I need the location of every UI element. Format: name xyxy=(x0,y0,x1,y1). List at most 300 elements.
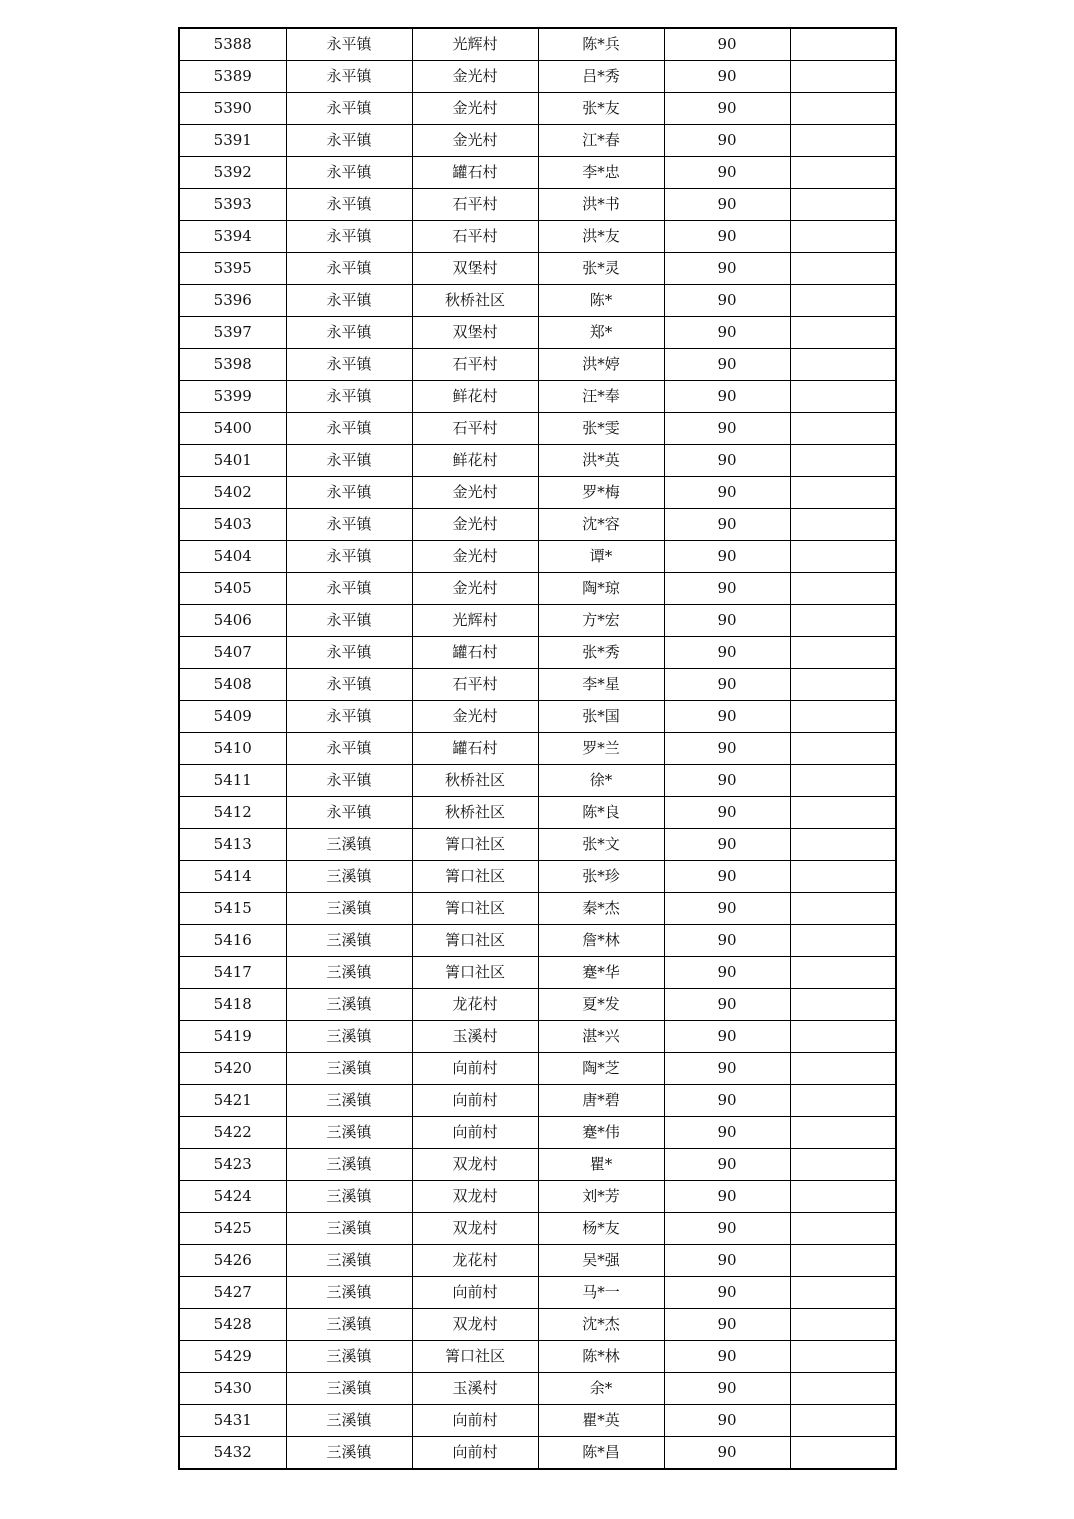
cell-remark xyxy=(790,701,896,733)
cell-amount: 90 xyxy=(664,541,790,573)
cell-person-name: 谭* xyxy=(538,541,664,573)
data-table xyxy=(178,27,897,1470)
cell-person-name: 沈*容 xyxy=(538,509,664,541)
cell-remark xyxy=(790,957,896,989)
cell-serial-number: 5410 xyxy=(179,733,286,765)
cell-person-name: 张*秀 xyxy=(538,637,664,669)
cell-amount: 90 xyxy=(664,733,790,765)
cell-person-name: 马*一 xyxy=(538,1277,664,1309)
cell-town: 永平镇 xyxy=(286,381,412,413)
cell-town: 永平镇 xyxy=(286,509,412,541)
cell-remark xyxy=(790,445,896,477)
cell-serial-number: 5425 xyxy=(179,1213,286,1245)
table-row xyxy=(179,381,896,413)
cell-person-name: 陈*林 xyxy=(538,1341,664,1373)
cell-town: 永平镇 xyxy=(286,637,412,669)
cell-serial-number: 5421 xyxy=(179,1085,286,1117)
cell-amount: 90 xyxy=(664,637,790,669)
cell-village: 金光村 xyxy=(412,701,538,733)
table-row xyxy=(179,189,896,221)
cell-remark xyxy=(790,381,896,413)
cell-amount: 90 xyxy=(664,989,790,1021)
cell-town: 三溪镇 xyxy=(286,1149,412,1181)
cell-amount: 90 xyxy=(664,1277,790,1309)
cell-person-name: 罗*梅 xyxy=(538,477,664,509)
table-row xyxy=(179,1149,896,1181)
cell-person-name: 沈*杰 xyxy=(538,1309,664,1341)
table-row xyxy=(179,637,896,669)
cell-serial-number: 5402 xyxy=(179,477,286,509)
cell-serial-number: 5415 xyxy=(179,893,286,925)
cell-person-name: 杨*友 xyxy=(538,1213,664,1245)
cell-amount: 90 xyxy=(664,1245,790,1277)
cell-person-name: 陶*芝 xyxy=(538,1053,664,1085)
cell-village: 石平村 xyxy=(412,221,538,253)
cell-amount: 90 xyxy=(664,1181,790,1213)
cell-amount: 90 xyxy=(664,573,790,605)
cell-amount: 90 xyxy=(664,285,790,317)
cell-serial-number: 5413 xyxy=(179,829,286,861)
cell-village: 双龙村 xyxy=(412,1213,538,1245)
cell-town: 永平镇 xyxy=(286,701,412,733)
table-row xyxy=(179,157,896,189)
cell-person-name: 方*宏 xyxy=(538,605,664,637)
cell-amount: 90 xyxy=(664,477,790,509)
cell-amount: 90 xyxy=(664,605,790,637)
table-row xyxy=(179,61,896,93)
cell-serial-number: 5400 xyxy=(179,413,286,445)
cell-amount: 90 xyxy=(664,861,790,893)
cell-town: 三溪镇 xyxy=(286,957,412,989)
cell-serial-number: 5412 xyxy=(179,797,286,829)
table-row xyxy=(179,925,896,957)
cell-village: 秋桥社区 xyxy=(412,797,538,829)
cell-remark xyxy=(790,253,896,285)
cell-remark xyxy=(790,61,896,93)
cell-town: 永平镇 xyxy=(286,125,412,157)
cell-village: 双堡村 xyxy=(412,253,538,285)
cell-town: 永平镇 xyxy=(286,253,412,285)
cell-amount: 90 xyxy=(664,893,790,925)
cell-remark xyxy=(790,1341,896,1373)
cell-village: 光辉村 xyxy=(412,28,538,61)
cell-town: 永平镇 xyxy=(286,573,412,605)
cell-town: 三溪镇 xyxy=(286,1245,412,1277)
cell-town: 三溪镇 xyxy=(286,1309,412,1341)
cell-town: 三溪镇 xyxy=(286,893,412,925)
cell-village: 秋桥社区 xyxy=(412,285,538,317)
cell-remark xyxy=(790,28,896,61)
cell-town: 三溪镇 xyxy=(286,1373,412,1405)
cell-amount: 90 xyxy=(664,765,790,797)
cell-person-name: 瞿*英 xyxy=(538,1405,664,1437)
cell-town: 三溪镇 xyxy=(286,829,412,861)
cell-person-name: 唐*碧 xyxy=(538,1085,664,1117)
cell-remark xyxy=(790,1053,896,1085)
cell-amount: 90 xyxy=(664,1053,790,1085)
cell-remark xyxy=(790,93,896,125)
cell-village: 龙花村 xyxy=(412,989,538,1021)
cell-remark xyxy=(790,733,896,765)
cell-serial-number: 5411 xyxy=(179,765,286,797)
cell-remark xyxy=(790,925,896,957)
table-row xyxy=(179,509,896,541)
cell-village: 石平村 xyxy=(412,669,538,701)
cell-serial-number: 5419 xyxy=(179,1021,286,1053)
table-row xyxy=(179,1181,896,1213)
cell-town: 永平镇 xyxy=(286,765,412,797)
table-row xyxy=(179,1053,896,1085)
cell-person-name: 吴*强 xyxy=(538,1245,664,1277)
cell-remark xyxy=(790,1405,896,1437)
cell-village: 罐石村 xyxy=(412,637,538,669)
cell-remark xyxy=(790,1021,896,1053)
cell-serial-number: 5409 xyxy=(179,701,286,733)
table-row xyxy=(179,797,896,829)
cell-remark xyxy=(790,125,896,157)
cell-amount: 90 xyxy=(664,829,790,861)
cell-amount: 90 xyxy=(664,28,790,61)
table-row xyxy=(179,669,896,701)
cell-serial-number: 5390 xyxy=(179,93,286,125)
cell-village: 金光村 xyxy=(412,61,538,93)
cell-person-name: 李*星 xyxy=(538,669,664,701)
cell-village: 玉溪村 xyxy=(412,1373,538,1405)
cell-serial-number: 5417 xyxy=(179,957,286,989)
table-row xyxy=(179,733,896,765)
cell-remark xyxy=(790,1181,896,1213)
cell-amount: 90 xyxy=(664,1117,790,1149)
cell-amount: 90 xyxy=(664,1213,790,1245)
cell-remark xyxy=(790,1245,896,1277)
cell-amount: 90 xyxy=(664,445,790,477)
cell-remark xyxy=(790,1277,896,1309)
cell-remark xyxy=(790,765,896,797)
cell-serial-number: 5428 xyxy=(179,1309,286,1341)
cell-remark xyxy=(790,477,896,509)
cell-person-name: 秦*杰 xyxy=(538,893,664,925)
cell-village: 箐口社区 xyxy=(412,893,538,925)
cell-village: 箐口社区 xyxy=(412,957,538,989)
cell-person-name: 张*灵 xyxy=(538,253,664,285)
table-row xyxy=(179,957,896,989)
table-row xyxy=(179,829,896,861)
cell-serial-number: 5432 xyxy=(179,1437,286,1470)
cell-amount: 90 xyxy=(664,1309,790,1341)
cell-amount: 90 xyxy=(664,1373,790,1405)
cell-town: 永平镇 xyxy=(286,221,412,253)
cell-amount: 90 xyxy=(664,381,790,413)
cell-person-name: 刘*芳 xyxy=(538,1181,664,1213)
cell-town: 永平镇 xyxy=(286,797,412,829)
cell-person-name: 郑* xyxy=(538,317,664,349)
table-row xyxy=(179,541,896,573)
cell-person-name: 洪*友 xyxy=(538,221,664,253)
cell-village: 玉溪村 xyxy=(412,1021,538,1053)
cell-village: 石平村 xyxy=(412,413,538,445)
cell-village: 双龙村 xyxy=(412,1181,538,1213)
cell-village: 向前村 xyxy=(412,1053,538,1085)
cell-town: 三溪镇 xyxy=(286,1085,412,1117)
table-row xyxy=(179,1021,896,1053)
table-row xyxy=(179,1373,896,1405)
cell-serial-number: 5426 xyxy=(179,1245,286,1277)
cell-village: 金光村 xyxy=(412,509,538,541)
cell-person-name: 陈* xyxy=(538,285,664,317)
cell-village: 向前村 xyxy=(412,1117,538,1149)
cell-serial-number: 5388 xyxy=(179,28,286,61)
cell-remark xyxy=(790,605,896,637)
cell-person-name: 湛*兴 xyxy=(538,1021,664,1053)
cell-town: 永平镇 xyxy=(286,189,412,221)
cell-person-name: 李*忠 xyxy=(538,157,664,189)
cell-person-name: 汪*奉 xyxy=(538,381,664,413)
cell-town: 三溪镇 xyxy=(286,1181,412,1213)
table-row xyxy=(179,1213,896,1245)
cell-serial-number: 5391 xyxy=(179,125,286,157)
cell-village: 箐口社区 xyxy=(412,1341,538,1373)
cell-serial-number: 5418 xyxy=(179,989,286,1021)
cell-person-name: 陈*兵 xyxy=(538,28,664,61)
cell-remark xyxy=(790,221,896,253)
cell-person-name: 徐* xyxy=(538,765,664,797)
cell-serial-number: 5429 xyxy=(179,1341,286,1373)
cell-person-name: 张*珍 xyxy=(538,861,664,893)
cell-serial-number: 5408 xyxy=(179,669,286,701)
cell-serial-number: 5423 xyxy=(179,1149,286,1181)
cell-person-name: 张*国 xyxy=(538,701,664,733)
cell-town: 永平镇 xyxy=(286,605,412,637)
cell-village: 金光村 xyxy=(412,477,538,509)
cell-amount: 90 xyxy=(664,125,790,157)
cell-remark xyxy=(790,861,896,893)
cell-amount: 90 xyxy=(664,189,790,221)
cell-serial-number: 5395 xyxy=(179,253,286,285)
cell-amount: 90 xyxy=(664,701,790,733)
cell-town: 三溪镇 xyxy=(286,1117,412,1149)
cell-town: 三溪镇 xyxy=(286,1341,412,1373)
cell-remark xyxy=(790,1437,896,1470)
cell-amount: 90 xyxy=(664,413,790,445)
cell-person-name: 张*友 xyxy=(538,93,664,125)
table-row xyxy=(179,349,896,381)
table-row xyxy=(179,28,896,61)
cell-village: 秋桥社区 xyxy=(412,765,538,797)
cell-person-name: 洪*英 xyxy=(538,445,664,477)
cell-village: 光辉村 xyxy=(412,605,538,637)
cell-village: 罐石村 xyxy=(412,157,538,189)
table-row xyxy=(179,93,896,125)
cell-village: 双堡村 xyxy=(412,317,538,349)
cell-town: 永平镇 xyxy=(286,317,412,349)
cell-person-name: 罗*兰 xyxy=(538,733,664,765)
cell-serial-number: 5431 xyxy=(179,1405,286,1437)
cell-village: 向前村 xyxy=(412,1085,538,1117)
cell-serial-number: 5414 xyxy=(179,861,286,893)
table-row xyxy=(179,573,896,605)
cell-person-name: 余* xyxy=(538,1373,664,1405)
cell-village: 金光村 xyxy=(412,541,538,573)
cell-remark xyxy=(790,157,896,189)
cell-town: 永平镇 xyxy=(286,93,412,125)
cell-village: 石平村 xyxy=(412,189,538,221)
cell-person-name: 张*雯 xyxy=(538,413,664,445)
cell-serial-number: 5389 xyxy=(179,61,286,93)
cell-serial-number: 5399 xyxy=(179,381,286,413)
cell-person-name: 蹇*华 xyxy=(538,957,664,989)
cell-village: 向前村 xyxy=(412,1405,538,1437)
cell-remark xyxy=(790,1373,896,1405)
cell-serial-number: 5401 xyxy=(179,445,286,477)
table-row xyxy=(179,1245,896,1277)
cell-town: 三溪镇 xyxy=(286,1213,412,1245)
table-row xyxy=(179,1341,896,1373)
cell-village: 向前村 xyxy=(412,1437,538,1470)
cell-amount: 90 xyxy=(664,1405,790,1437)
cell-village: 箐口社区 xyxy=(412,925,538,957)
cell-serial-number: 5427 xyxy=(179,1277,286,1309)
cell-town: 永平镇 xyxy=(286,349,412,381)
cell-person-name: 江*春 xyxy=(538,125,664,157)
cell-remark xyxy=(790,989,896,1021)
cell-serial-number: 5407 xyxy=(179,637,286,669)
cell-village: 向前村 xyxy=(412,1277,538,1309)
cell-amount: 90 xyxy=(664,157,790,189)
cell-remark xyxy=(790,573,896,605)
cell-town: 永平镇 xyxy=(286,445,412,477)
cell-remark xyxy=(790,829,896,861)
cell-person-name: 吕*秀 xyxy=(538,61,664,93)
cell-town: 三溪镇 xyxy=(286,925,412,957)
table-row xyxy=(179,253,896,285)
cell-serial-number: 5394 xyxy=(179,221,286,253)
cell-amount: 90 xyxy=(664,957,790,989)
table-row xyxy=(179,445,896,477)
cell-town: 三溪镇 xyxy=(286,1277,412,1309)
cell-person-name: 陈*昌 xyxy=(538,1437,664,1470)
cell-town: 三溪镇 xyxy=(286,989,412,1021)
table-row xyxy=(179,285,896,317)
cell-person-name: 张*文 xyxy=(538,829,664,861)
cell-town: 三溪镇 xyxy=(286,861,412,893)
cell-village: 金光村 xyxy=(412,573,538,605)
cell-town: 永平镇 xyxy=(286,541,412,573)
cell-village: 石平村 xyxy=(412,349,538,381)
cell-remark xyxy=(790,189,896,221)
cell-town: 三溪镇 xyxy=(286,1405,412,1437)
cell-amount: 90 xyxy=(664,221,790,253)
cell-amount: 90 xyxy=(664,1021,790,1053)
cell-remark xyxy=(790,1149,896,1181)
cell-amount: 90 xyxy=(664,509,790,541)
cell-town: 永平镇 xyxy=(286,669,412,701)
cell-village: 双龙村 xyxy=(412,1149,538,1181)
table-row xyxy=(179,1437,896,1470)
table-row xyxy=(179,413,896,445)
cell-amount: 90 xyxy=(664,1149,790,1181)
cell-person-name: 瞿* xyxy=(538,1149,664,1181)
cell-village: 金光村 xyxy=(412,125,538,157)
cell-town: 永平镇 xyxy=(286,413,412,445)
table-row xyxy=(179,989,896,1021)
table-row xyxy=(179,221,896,253)
cell-serial-number: 5422 xyxy=(179,1117,286,1149)
cell-village: 箐口社区 xyxy=(412,861,538,893)
cell-town: 永平镇 xyxy=(286,477,412,509)
cell-amount: 90 xyxy=(664,93,790,125)
cell-remark xyxy=(790,797,896,829)
cell-town: 三溪镇 xyxy=(286,1021,412,1053)
table-row xyxy=(179,1309,896,1341)
cell-remark xyxy=(790,1213,896,1245)
cell-town: 永平镇 xyxy=(286,28,412,61)
cell-amount: 90 xyxy=(664,1437,790,1470)
cell-remark xyxy=(790,893,896,925)
table-row xyxy=(179,893,896,925)
cell-village: 罐石村 xyxy=(412,733,538,765)
cell-town: 永平镇 xyxy=(286,61,412,93)
cell-serial-number: 5397 xyxy=(179,317,286,349)
cell-serial-number: 5393 xyxy=(179,189,286,221)
cell-amount: 90 xyxy=(664,61,790,93)
table-row xyxy=(179,1085,896,1117)
cell-person-name: 蹇*伟 xyxy=(538,1117,664,1149)
cell-amount: 90 xyxy=(664,317,790,349)
table-row xyxy=(179,1405,896,1437)
table-body xyxy=(179,28,896,1469)
table-row xyxy=(179,861,896,893)
table-row xyxy=(179,605,896,637)
cell-remark xyxy=(790,669,896,701)
cell-serial-number: 5405 xyxy=(179,573,286,605)
cell-person-name: 陈*良 xyxy=(538,797,664,829)
cell-remark xyxy=(790,317,896,349)
cell-person-name: 夏*发 xyxy=(538,989,664,1021)
cell-serial-number: 5416 xyxy=(179,925,286,957)
cell-village: 鲜花村 xyxy=(412,445,538,477)
cell-serial-number: 5420 xyxy=(179,1053,286,1085)
cell-amount: 90 xyxy=(664,1341,790,1373)
cell-remark xyxy=(790,1085,896,1117)
cell-remark xyxy=(790,541,896,573)
cell-remark xyxy=(790,637,896,669)
cell-serial-number: 5424 xyxy=(179,1181,286,1213)
cell-amount: 90 xyxy=(664,925,790,957)
cell-person-name: 陶*琼 xyxy=(538,573,664,605)
cell-town: 三溪镇 xyxy=(286,1053,412,1085)
cell-serial-number: 5398 xyxy=(179,349,286,381)
table-row xyxy=(179,477,896,509)
cell-amount: 90 xyxy=(664,669,790,701)
cell-town: 永平镇 xyxy=(286,285,412,317)
cell-serial-number: 5403 xyxy=(179,509,286,541)
table-row xyxy=(179,1277,896,1309)
table-row xyxy=(179,1117,896,1149)
cell-person-name: 詹*林 xyxy=(538,925,664,957)
cell-serial-number: 5392 xyxy=(179,157,286,189)
cell-amount: 90 xyxy=(664,349,790,381)
cell-serial-number: 5430 xyxy=(179,1373,286,1405)
cell-town: 永平镇 xyxy=(286,157,412,189)
table-row xyxy=(179,765,896,797)
cell-town: 三溪镇 xyxy=(286,1437,412,1470)
cell-serial-number: 5404 xyxy=(179,541,286,573)
cell-remark xyxy=(790,413,896,445)
cell-village: 双龙村 xyxy=(412,1309,538,1341)
table-row xyxy=(179,125,896,157)
cell-remark xyxy=(790,509,896,541)
cell-remark xyxy=(790,1117,896,1149)
